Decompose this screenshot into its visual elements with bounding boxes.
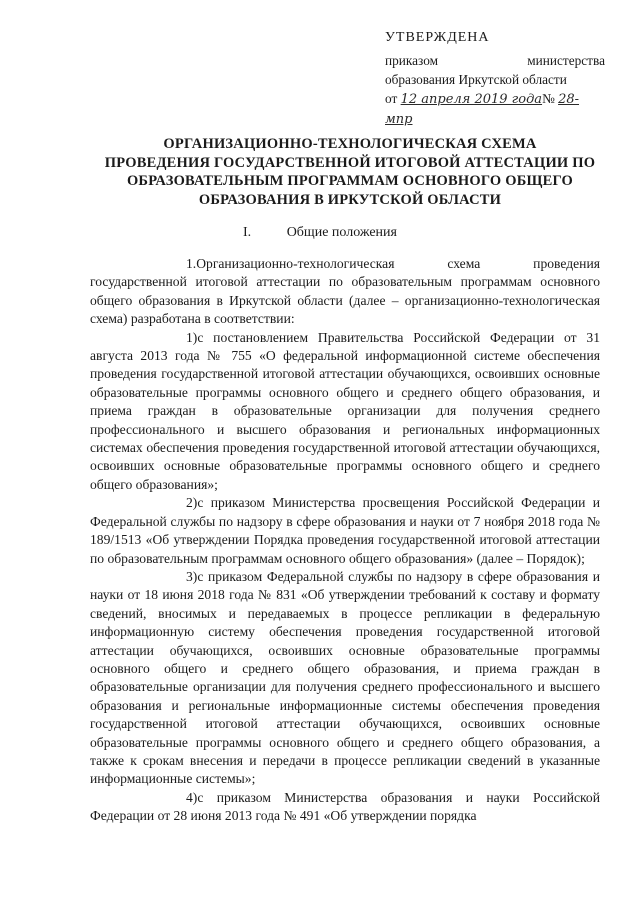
approval-line-2: образования Иркутской области [385, 72, 567, 87]
section-title [0, 225, 640, 241]
approval-line-3 [385, 89, 605, 129]
paragraph [90, 789, 600, 826]
approval-order-word: приказом [385, 53, 439, 68]
paragraph-number: 2) [186, 495, 198, 511]
paragraph [90, 255, 600, 329]
paragraph-number: 1. [186, 256, 197, 271]
paragraph [90, 568, 600, 789]
paragraph-number: 1) [186, 329, 198, 345]
paragraph-number: 3) [186, 568, 198, 584]
approval-title: УТВЕРЖДЕНА [385, 30, 490, 45]
paragraph-text: с приказом Федеральной службы по надзору в сфере образования и науки от 18 июня 2018 года № 831 «Об утверждении требований к составу и формату сведений, вносимых и передаваемых в процессе репликации в федеральную информационную систему обеспечения проведения государственной итоговой аттестации обучающихся, освоивших основные образовательные программы основного общего и среднего общего образования, и приема граждан в образовательные организации для получения среднего профессионального и высшего образования и региональные информационные системы обеспечения проведения государственной итоговой аттестации обучающихся, освоивших основные образовательные программы основного общего и среднего общего образования, а также к срокам внесения и передачи в процессе репликации сведений в указанные информационные системы»; [90, 568, 600, 787]
document-body [90, 255, 600, 826]
approval-number-handwritten: 28-мпр [385, 92, 580, 127]
paragraph-text: с приказом Министерства образования и науки Российской Федерации от 28 июня 2013 года № 491 «Об утверждении порядка [90, 789, 600, 824]
paragraph-text: с приказом Министерства просвещения Российской Федерации и Федеральной службы по надзору в сфере образования и науки от 7 ноября 2018 года № 189/1513 «Об утверждении Порядка проведения государственной итоговой аттестации по образовательным программам основного общего образования» (далее – Порядок); [90, 495, 600, 566]
approval-stamp [385, 28, 605, 129]
approval-number-label: № [542, 91, 555, 106]
approval-line-1 [385, 51, 605, 70]
section-name: Общие положения [286, 225, 397, 240]
paragraph [90, 494, 600, 568]
document-heading [80, 135, 620, 209]
approval-from: от [385, 91, 398, 106]
approval-ministry-word: министерства [527, 53, 605, 68]
heading-line-2: ПРОВЕДЕНИЯ ГОСУДАРСТВЕННОЙ ИТОГОВОЙ АТТЕСТАЦИИ ПО [104, 154, 596, 171]
heading-line-1: ОРГАНИЗАЦИОННО-ТЕХНОЛОГИЧЕСКАЯ СХЕМА [163, 136, 537, 152]
paragraph-text: Организационно-технологическая схема проведения государственной итоговой аттестации по образовательным программам основного общего образования в Иркутской области (далее – организационно-технологическая схема) разработана в соответствии: [90, 256, 600, 327]
heading-line-4: ОБРАЗОВАНИЯ В ИРКУТСКОЙ ОБЛАСТИ [198, 191, 502, 208]
paragraph-number: 4) [186, 789, 198, 805]
approval-date-handwritten: 12 апреля 2019 года [400, 92, 543, 107]
section-number: I. [243, 225, 252, 240]
paragraph [90, 329, 600, 495]
paragraph-text: с постановлением Правительства Российской Федерации от 31 августа 2013 года № 755 «О федеральной информационной системе обеспечения проведения государственной итоговой аттестации обучающихся, освоивших основные образовательные программы основного общего и среднего общего образования, и приема граждан в образовательные организации для получения среднего профессионального и высшего образования и региональных информационных системах обеспечения проведения государственной итоговой аттестации обучающихся, освоивших основные образовательные программы основного общего и среднего общего образования»; [90, 329, 600, 492]
heading-line-3: ОБРАЗОВАТЕЛЬНЫМ ПРОГРАММАМ ОСНОВНОГО ОБЩЕГО [126, 173, 574, 190]
